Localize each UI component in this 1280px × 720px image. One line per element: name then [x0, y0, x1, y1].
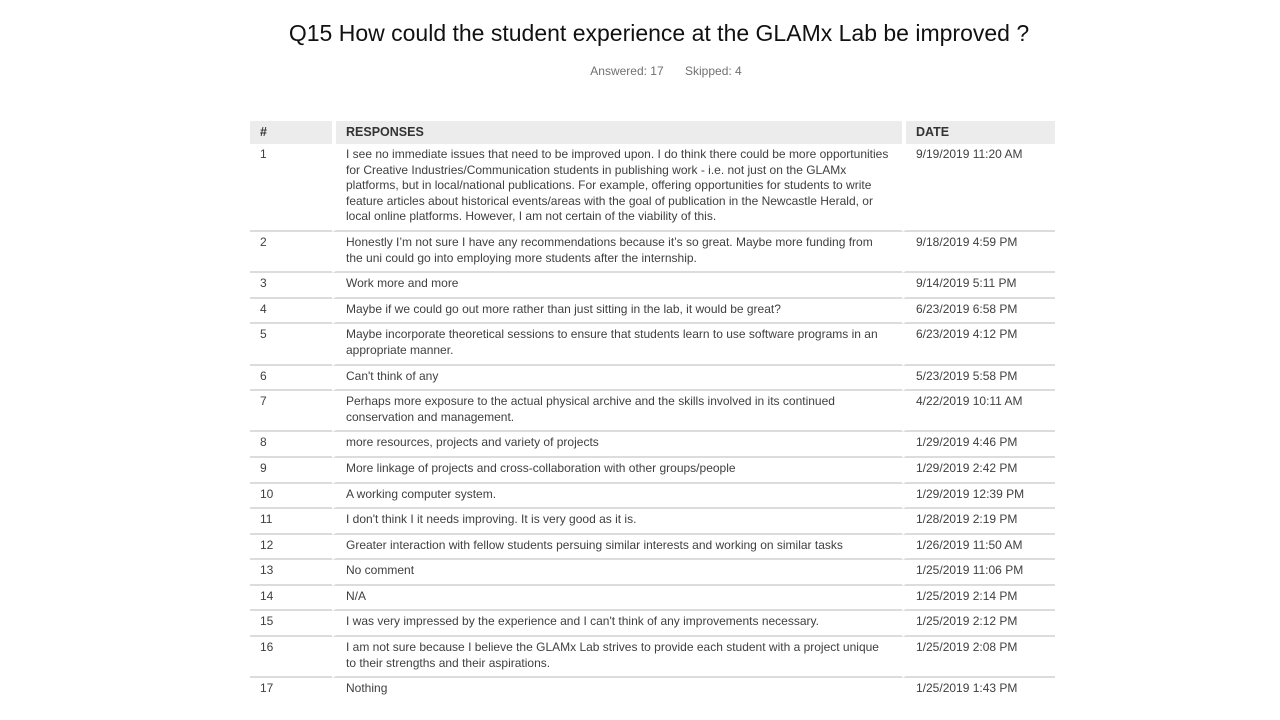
table-row	[250, 366, 1055, 392]
table-row	[250, 324, 1055, 365]
row-date: 1/28/2019 2:19 PM	[902, 509, 1055, 535]
row-number: 16	[250, 637, 332, 678]
row-response: Maybe if we could go out more rather than just sitting in the lab, it would be great?	[332, 299, 902, 325]
header-num: #	[250, 121, 332, 144]
table-row	[250, 273, 1055, 299]
row-date: 4/22/2019 10:11 AM	[902, 391, 1055, 432]
row-date: 1/25/2019 2:12 PM	[902, 611, 1055, 637]
row-response: Perhaps more exposure to the actual physical archive and the skills involved in its continued conservation and management.	[332, 391, 902, 432]
row-date: 1/29/2019 4:46 PM	[902, 432, 1055, 458]
table-row	[250, 535, 1055, 561]
table-row	[250, 144, 1055, 232]
table-row	[250, 484, 1055, 510]
row-number: 6	[250, 366, 332, 392]
table-row	[250, 509, 1055, 535]
table-row	[250, 678, 1055, 702]
table-row	[250, 432, 1055, 458]
row-date: 9/18/2019 4:59 PM	[902, 232, 1055, 273]
row-number: 15	[250, 611, 332, 637]
row-response: I don't think I it needs improving. It is very good as it is.	[332, 509, 902, 535]
row-response: more resources, projects and variety of projects	[332, 432, 902, 458]
table-row	[250, 611, 1055, 637]
row-number: 4	[250, 299, 332, 325]
row-number: 14	[250, 586, 332, 612]
header-responses: RESPONSES	[332, 121, 902, 144]
table-row	[250, 560, 1055, 586]
row-number: 5	[250, 324, 332, 365]
table-header-row	[250, 121, 1055, 144]
row-date: 6/23/2019 6:58 PM	[902, 299, 1055, 325]
row-number: 1	[250, 144, 332, 232]
row-response: I see no immediate issues that need to be improved upon. I do think there could be more opportunities for Creative Industries/Communication students in publishing work - i.e. not just on the GLAMx platforms, but in local/national publications. For example, offering opportunities for students to write feature articles about historical events/areas with the goal of publication in the Newcastle Herald, or local online platforms. However, I am not certain of the viability of this.	[332, 144, 902, 232]
table-row	[250, 586, 1055, 612]
row-number: 11	[250, 509, 332, 535]
row-date: 1/29/2019 12:39 PM	[902, 484, 1055, 510]
row-number: 8	[250, 432, 332, 458]
header-date: DATE	[902, 121, 1055, 144]
row-date: 1/26/2019 11:50 AM	[902, 535, 1055, 561]
row-response: Can't think of any	[332, 366, 902, 392]
row-response: Nothing	[332, 678, 902, 702]
row-number: 10	[250, 484, 332, 510]
row-date: 1/25/2019 11:06 PM	[902, 560, 1055, 586]
row-response: N/A	[332, 586, 902, 612]
row-response: No comment	[332, 560, 902, 586]
row-response: A working computer system.	[332, 484, 902, 510]
row-number: 3	[250, 273, 332, 299]
row-number: 17	[260, 681, 274, 696]
row-date: 1/25/2019 2:08 PM	[902, 637, 1055, 678]
row-response: Honestly I’m not sure I have any recommendations because it’s so great. Maybe more funding from the uni could go into employing more students after the internship.	[332, 232, 902, 273]
row-number: 9	[250, 458, 332, 484]
row-number: 13	[250, 560, 332, 586]
row-number: 7	[250, 391, 332, 432]
row-response: Maybe incorporate theoretical sessions to ensure that students learn to use software programs in an appropriate manner.	[332, 324, 902, 365]
row-number: 2	[250, 232, 332, 273]
row-response: I am not sure because I believe the GLAMx Lab strives to provide each student with a project unique to their strengths and their aspirations.	[332, 637, 902, 678]
table-row	[250, 232, 1055, 273]
answered-count: Answered: 17	[590, 64, 664, 78]
row-response: Greater interaction with fellow students persuing similar interests and working on similar tasks	[332, 535, 902, 561]
row-number: 12	[250, 535, 332, 561]
response-stats	[0, 64, 1280, 78]
table-row	[250, 391, 1055, 432]
row-date: 9/19/2019 11:20 AM	[902, 144, 1055, 232]
row-date: 1/25/2019 1:43 PM	[902, 678, 1055, 702]
skipped-count: Skipped: 4	[685, 64, 742, 78]
row-response: Work more and more	[332, 273, 902, 299]
table-row	[250, 637, 1055, 678]
row-date: 1/29/2019 2:42 PM	[902, 458, 1055, 484]
question-title: Q15 How could the student experience at the GLAMx Lab be improved ?	[288, 20, 1030, 46]
table-row	[250, 458, 1055, 484]
responses-table	[250, 121, 1055, 702]
row-response: I was very impressed by the experience and I can't think of any improvements necessary.	[332, 611, 902, 637]
table-row	[250, 299, 1055, 325]
row-date: 6/23/2019 4:12 PM	[902, 324, 1055, 365]
row-date: 1/25/2019 2:14 PM	[902, 586, 1055, 612]
row-date: 5/23/2019 5:58 PM	[902, 366, 1055, 392]
row-date: 9/14/2019 5:11 PM	[902, 273, 1055, 299]
row-response: More linkage of projects and cross-collaboration with other groups/people	[332, 458, 902, 484]
